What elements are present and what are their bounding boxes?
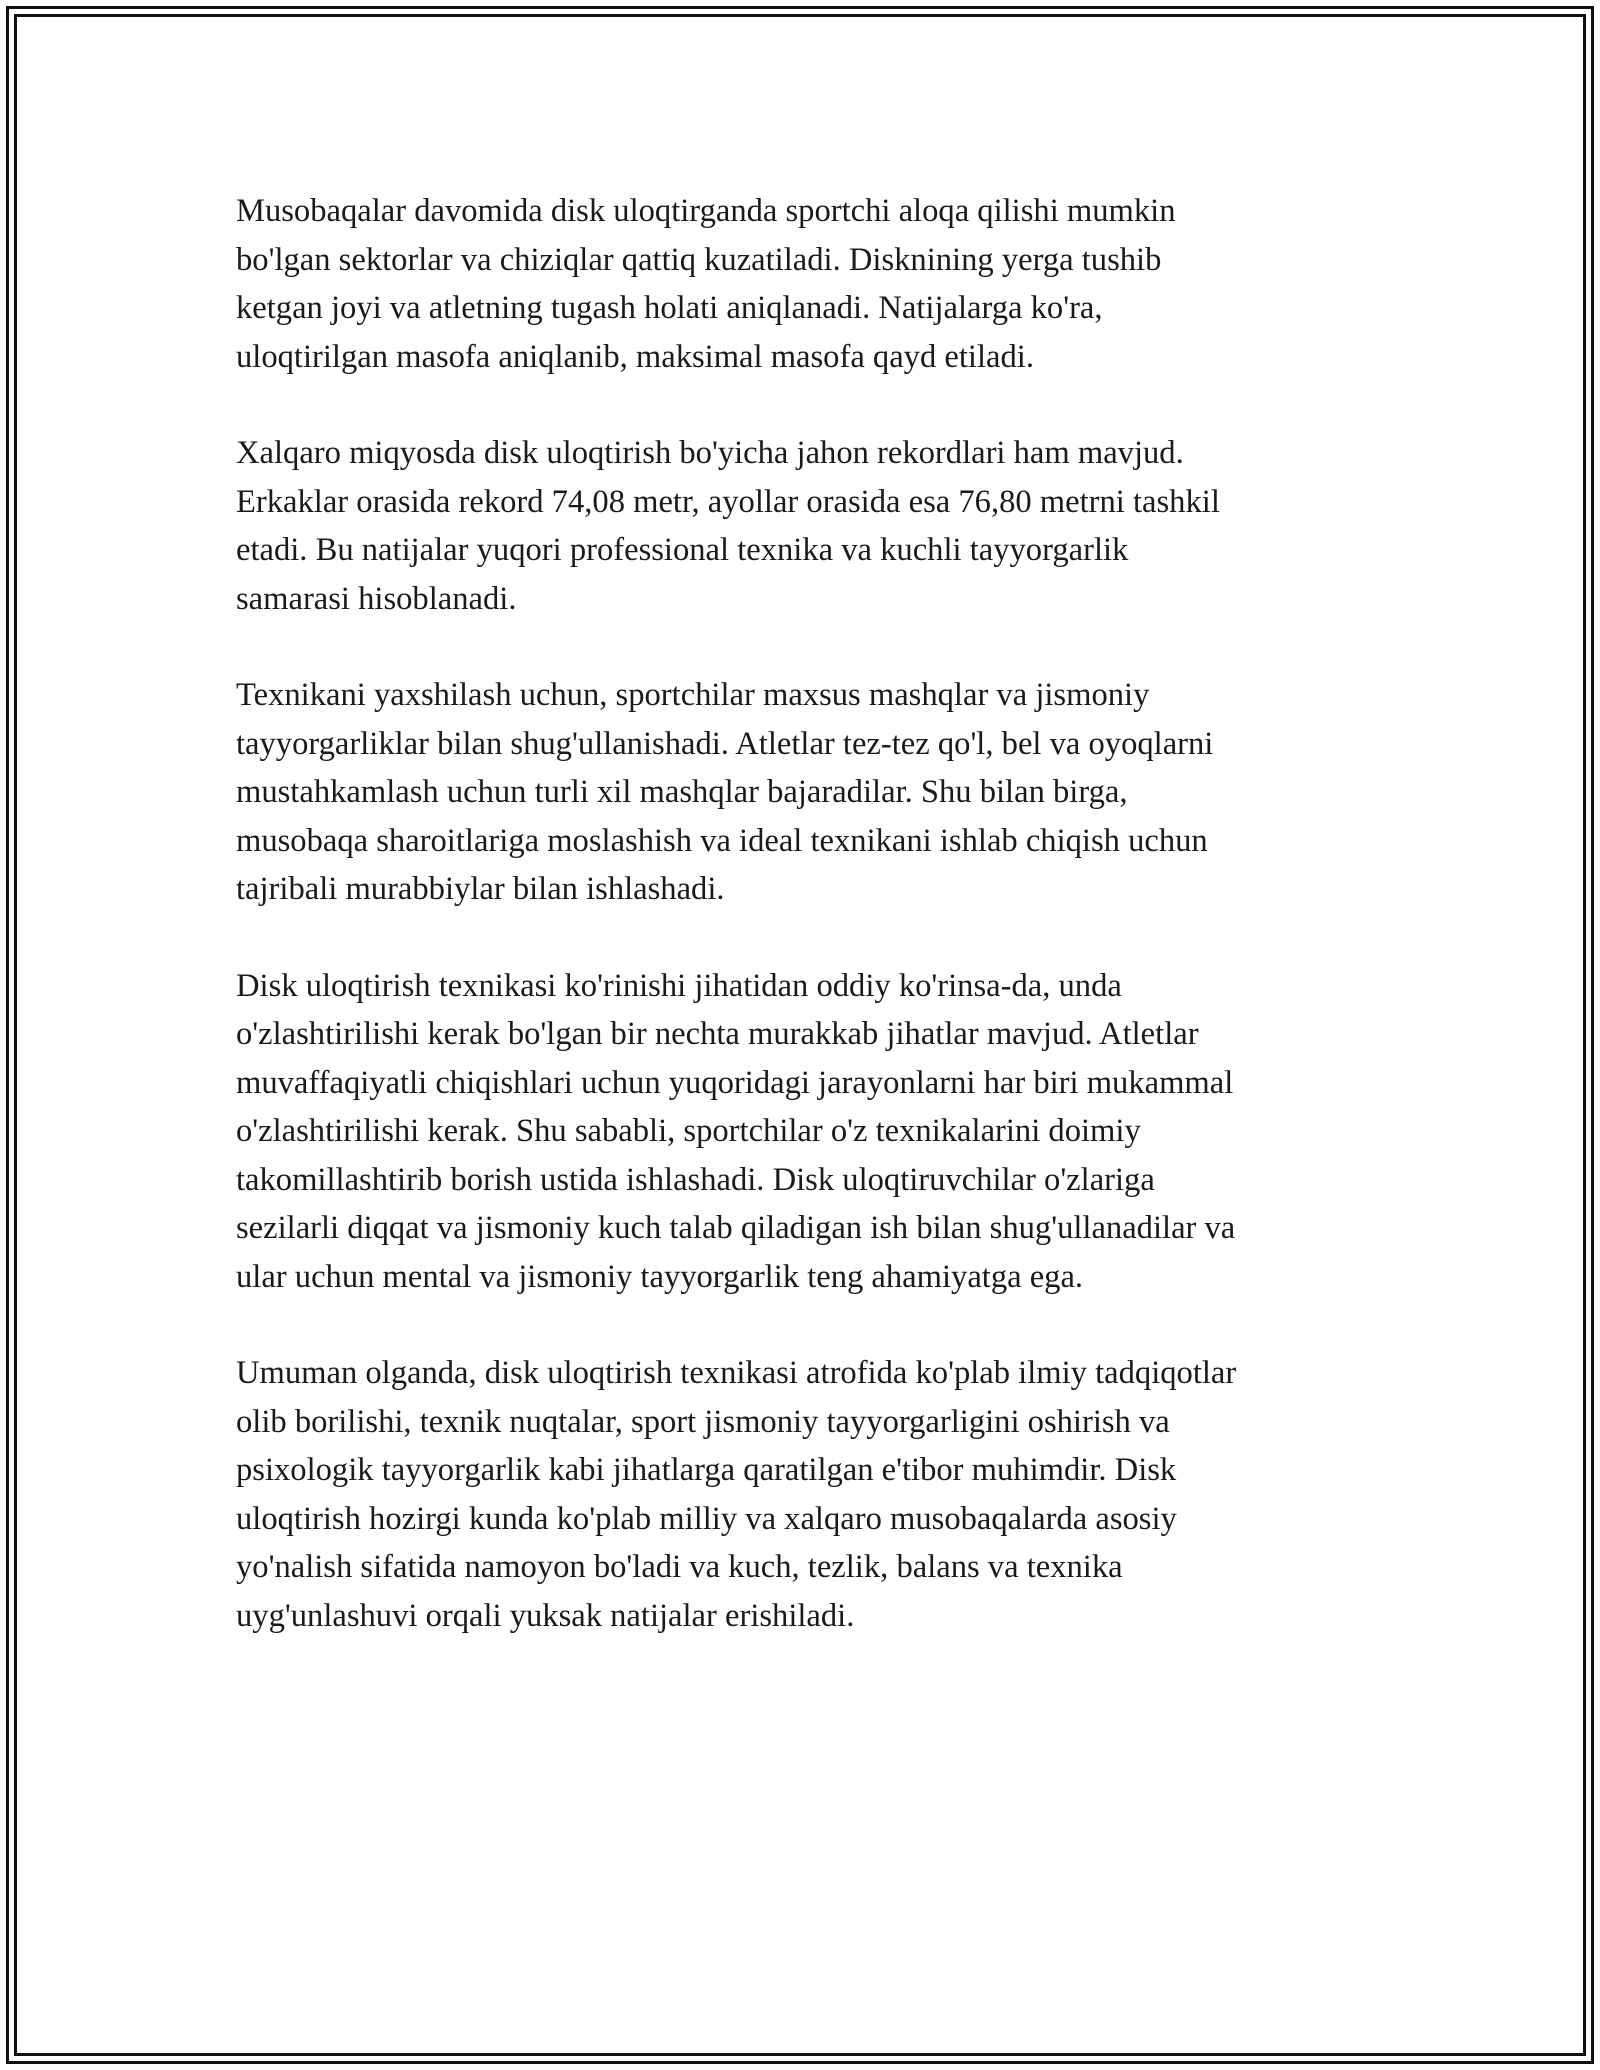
paragraph-line: ketgan joyi va atletning tugash holati aniqlanadi. Natijalarga ko'ra,	[236, 290, 1103, 326]
paragraph-line: olib borilishi, texnik nuqtalar, sport jismoniy tayyorgarligini oshirish va	[236, 1403, 1170, 1440]
paragraph-line: uyg'unlashuvi orqali yuksak natijalar erishiladi.	[236, 1597, 855, 1634]
paragraph-line: o'zlashtirilishi kerak. Shu sababli, sportchilar o'z texnikalarini doimiy	[236, 1113, 1141, 1149]
paragraph-5	[236, 1349, 1376, 1640]
paragraph-line: Texnikani yaxshilash uchun, sportchilar maxsus mashqlar va jismoniy	[236, 677, 1150, 713]
paragraph-line: musobaqa sharoitlariga moslashish va ideal texnikani ishlab chiqish uchun	[236, 822, 1208, 859]
paragraph-line: mustahkamlash uchun turli xil mashqlar bajaradilar. Shu bilan birga,	[236, 774, 1128, 810]
paragraph-line: Xalqaro miqyosda disk uloqtirish bo'yicha jahon rekordlari ham mavjud.	[236, 435, 1184, 471]
paragraph-line: Disk uloqtirish texnikasi ko'rinishi jihatidan oddiy ko'rinsa-da, unda	[236, 967, 1122, 1004]
paragraph-line: bo'lgan sektorlar va chiziqlar qattiq kuzatiladi. Disknining yerga tushib	[236, 241, 1162, 278]
paragraph-line: muvaffaqiyatli chiqishlari uchun yuqoridagi jarayonlarni har biri mukammal	[236, 1064, 1234, 1101]
paragraph-4	[236, 962, 1376, 1302]
paragraph-1	[236, 187, 1376, 381]
document-body	[236, 187, 1376, 1688]
paragraph-line: tajribali murabbiylar bilan ishlashadi.	[236, 871, 725, 907]
paragraph-line: samarasi hisoblanadi.	[236, 580, 517, 617]
paragraph-2	[236, 429, 1376, 623]
paragraph-line: ular uchun mental va jismoniy tayyorgarlik teng ahamiyatga ega.	[236, 1258, 1084, 1295]
paragraph-line: psixologik tayyorgarlik kabi jihatlarga qaratilgan e'tibor muhimdir. Disk	[236, 1452, 1177, 1488]
paragraph-line: Erkaklar orasida rekord 74,08 metr, ayollar orasida esa 76,80 metrni tashkil	[236, 483, 1220, 520]
paragraph-line: uloqtirish hozirgi kunda ko'plab milliy va xalqaro musobaqalarda asosiy	[236, 1500, 1177, 1537]
paragraph-3	[236, 671, 1376, 914]
paragraph-line: Musobaqalar davomida disk uloqtirganda sportchi aloqa qilishi mumkin	[236, 193, 1176, 229]
paragraph-line: takomillashtirib borish ustida ishlashadi. Disk uloqtiruvchilar o'zlariga	[236, 1161, 1155, 1198]
paragraph-line: yo'nalish sifatida namoyon bo'ladi va kuch, tezlik, balans va texnika	[236, 1549, 1123, 1585]
paragraph-line: uloqtirilgan masofa aniqlanib, maksimal masofa qayd etiladi.	[236, 338, 1034, 375]
paragraph-line: tayyorgarliklar bilan shug'ullanishadi. Atletlar tez-tez qo'l, bel va oyoqlarni	[236, 725, 1214, 762]
paragraph-line: o'zlashtirilishi kerak bo'lgan bir nechta murakkab jihatlar mavjud. Atletlar	[236, 1016, 1199, 1052]
paragraph-line: sezilarli diqqat va jismoniy kuch talab qiladigan ish bilan shug'ullanadilar va	[236, 1210, 1236, 1246]
paragraph-line: Umuman olganda, disk uloqtirish texnikasi atrofida ko'plab ilmiy tadqiqotlar	[236, 1355, 1237, 1391]
paragraph-line: etadi. Bu natijalar yuqori professional texnika va kuchli tayyorgarlik	[236, 532, 1129, 568]
